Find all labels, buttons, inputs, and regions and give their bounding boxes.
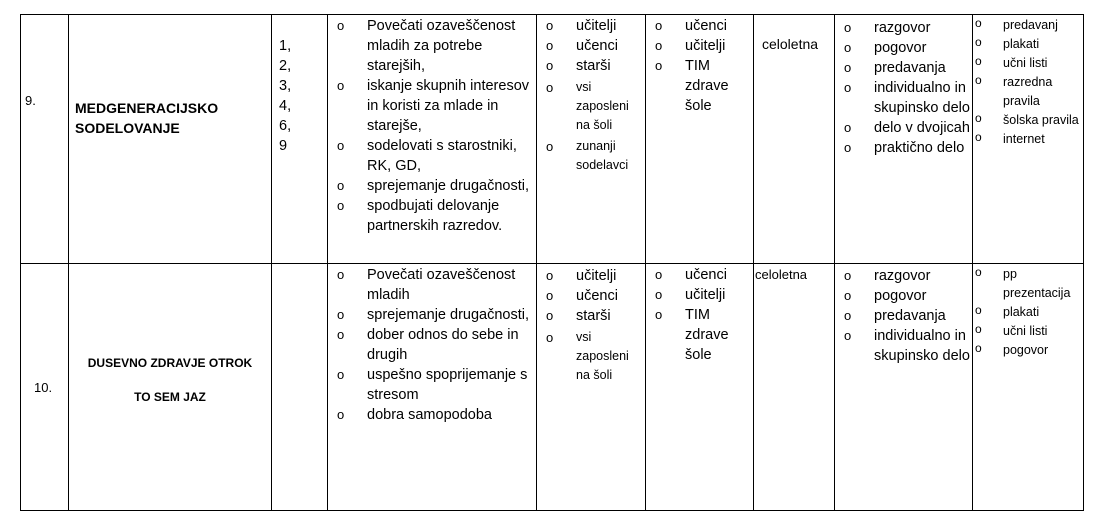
list-item: o sodelovati s starostniki, RK, GD, [337,136,534,176]
goal-ref: 6, [279,118,292,134]
activity-title: MEDGENERACIJSKO SODELOVANJE [75,100,219,136]
participants-list [655,16,747,116]
list-item: o pp prezentacija [975,265,1082,303]
list-item: o zunanji sodelavci [546,137,642,175]
list-item: o vsi zaposleni na šoli [546,78,642,135]
list-item: o šolska pravila [975,111,1082,130]
list-item: o razgovor [844,18,970,38]
time-frame: celoletna [755,267,808,282]
list-item: o učni listi [975,322,1082,341]
list-item: o učenci [655,265,747,285]
goal-ref: 9 [279,138,288,154]
list-item: o pogovor [844,38,970,58]
goal-ref: 4, [279,98,292,114]
list-item: o vsi zaposleni na šoli [546,328,642,385]
list-item: o predavanja [844,58,970,78]
list-item: o učitelji [655,285,747,305]
methods-list [844,18,970,158]
list-item: o individualno in skupinsko delo [844,326,970,366]
providers-list [546,16,642,175]
list-item: o uspešno spoprijemanje s stresom [337,365,534,405]
activity-title: DUSEVNO ZDRAVJE OTROK [87,356,253,370]
list-item: o starši [546,306,642,326]
list-item: o dober odnos do sebe in drugih [337,325,534,365]
list-item: o predavanja [844,306,970,326]
list-item: o plakati [975,35,1082,54]
goals-list [337,16,534,236]
participants-list [655,265,747,365]
list-item: o učenci [546,286,642,306]
row-number: 9. [25,93,36,108]
activity-subtitle: TO SEM JAZ [134,390,206,404]
list-item: o sprejemanje drugačnosti, [337,176,534,196]
list-item: o spodbujati delovanje partnerskih razredov. [337,196,534,236]
list-item: o TIM zdrave šole [655,56,747,116]
goal-ref: 1, [279,38,292,54]
list-item: o učitelji [546,16,642,36]
list-item: o učitelji [546,266,642,286]
list-item: o plakati [975,303,1082,322]
list-item: o delo v dvojicah [844,118,970,138]
methods-list [844,266,970,366]
list-item: o starši [546,56,642,76]
list-item: o pogovor [844,286,970,306]
goal-ref: 2, [279,58,292,74]
goal-refs [279,36,319,156]
resources-list [975,16,1082,149]
goal-ref: 3, [279,78,292,94]
list-item: o Povečati ozaveščenost mladih za potrebe starejših, [337,16,534,76]
list-item: o iskanje skupnih interesov in koristi za mlade in starejše, [337,76,534,136]
list-item: o učenci [546,36,642,56]
list-item: o internet [975,130,1082,149]
list-item: o individualno in skupinsko delo [844,78,970,118]
list-item: o TIM zdrave šole [655,305,747,365]
list-item: o učitelji [655,36,747,56]
time-frame: celoletna [762,36,819,52]
providers-list [546,266,642,385]
list-item: o učenci [655,16,747,36]
list-item: o razgovor [844,266,970,286]
list-item: o razredna pravila [975,73,1082,111]
goals-list [337,265,534,425]
list-item: o praktično delo [844,138,970,158]
list-item: o pogovor [975,341,1082,360]
list-item: o sprejemanje drugačnosti, [337,305,534,325]
list-item: o Povečati ozaveščenost mladih [337,265,534,305]
list-item: o predavanj [975,16,1082,35]
list-item: o učni listi [975,54,1082,73]
row-number: 10. [34,380,53,395]
resources-list [975,265,1082,360]
list-item: o dobra samopodoba [337,405,534,425]
